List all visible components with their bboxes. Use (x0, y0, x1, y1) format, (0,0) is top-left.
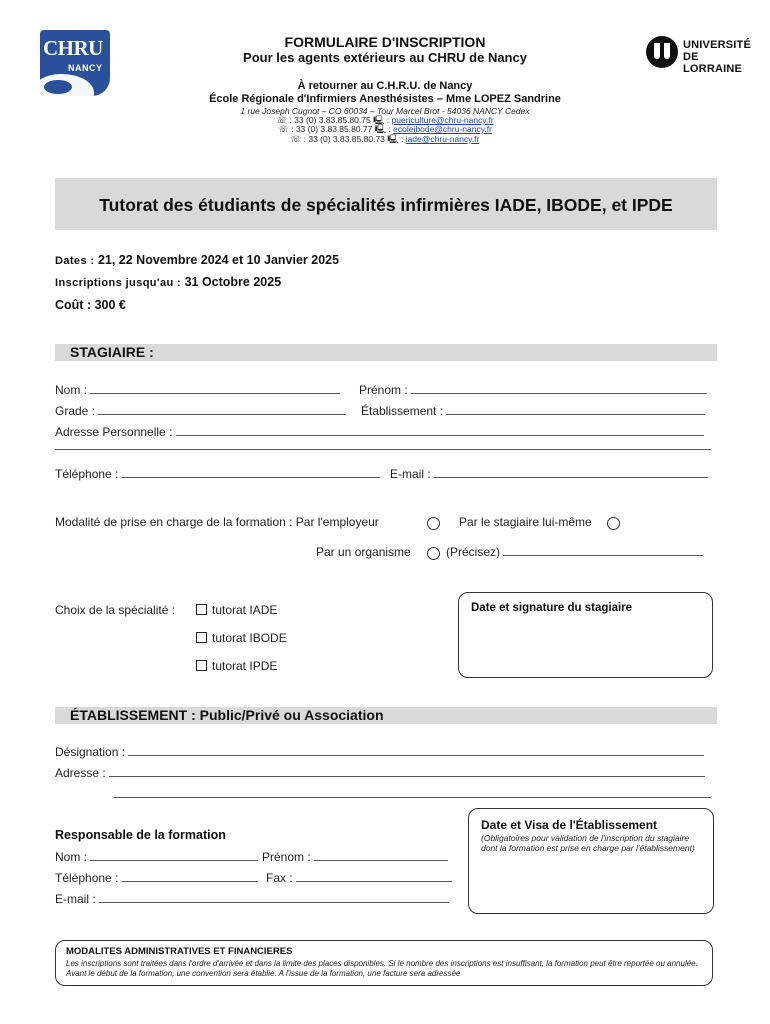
universite-lorraine-logo (646, 34, 756, 75)
resp-telephone-field[interactable] (55, 871, 258, 885)
adresse-input-line-2[interactable] (55, 449, 711, 450)
visa-etablissement-box[interactable] (468, 808, 714, 914)
return-to-text: À retourner au C.H.R.U. de Nancy (297, 80, 473, 92)
checkbox-icon[interactable] (196, 604, 207, 615)
resp-fax-input-line[interactable] (296, 871, 452, 882)
modalites-text: Les inscriptions sont traitées dans l'ordre d'arrivée et dans la limite des places disponibles. Si le nombre des inscriptions est insuffisant, la formation peut être reportée ou annulée. Avant le début de la formation, une convention sera établie. A l'issue de la formation, une facture sera adressée (66, 959, 698, 978)
modalite-label: Modalité de prise en charge de la formation : Par l'employeur (55, 515, 379, 529)
contact-phone: ☏ : 33 (0) 3.83.85.80.73 🖳 : (290, 134, 406, 144)
resp-email-input-line[interactable] (99, 892, 449, 903)
main-title-band (55, 178, 717, 230)
email-input-line[interactable] (434, 467, 708, 478)
visa-box-title: Date et Visa de l'Établissement (481, 818, 658, 832)
contact-email-link[interactable]: iade@chru-nancy.fr (405, 134, 480, 144)
email-field[interactable] (390, 467, 708, 481)
field-label: Grade : (55, 404, 96, 418)
section-title: ÉTABLISSEMENT : Public/Privé ou Association (70, 707, 384, 723)
modalites-title: MODALITES ADMINISTRATIVES ET FINANCIERES (66, 946, 293, 957)
ul-logo-line1: UNIVERSITÉ (683, 39, 752, 51)
radio-par-organisme[interactable] (427, 547, 440, 560)
telephone-field[interactable] (55, 467, 380, 481)
radio-par-stagiaire[interactable] (607, 517, 620, 530)
field-label: E-mail : (390, 467, 431, 481)
par-stagiaire-line (459, 515, 592, 529)
contact-email-link[interactable]: puericulture@chru-nancy.fr (391, 115, 494, 125)
field-label: Prénom : (262, 850, 311, 864)
par-organisme-label: Par un organisme (316, 545, 411, 559)
contact-email-link[interactable]: ecoleibode@chru-nancy.fr (393, 124, 492, 134)
etablissement-input-line[interactable] (446, 404, 705, 415)
option-iade[interactable] (196, 603, 277, 617)
radio-par-employeur[interactable] (427, 517, 440, 530)
grade-field[interactable] (55, 404, 346, 418)
dates-label: Dates : (55, 255, 98, 267)
adresse-etab-field[interactable] (55, 766, 705, 780)
choix-specialite-label: Choix de la spécialité : (55, 603, 176, 617)
school-name: École Régionale d'Infirmiers Anesthésistes – Mme LOPEZ Sandrine (209, 93, 561, 105)
designation-input-line[interactable] (128, 745, 704, 756)
section-title: STAGIAIRE : (70, 344, 154, 360)
chru-logo-text: CHRU (43, 36, 103, 60)
resp-email-field[interactable] (55, 892, 449, 906)
precisez-field[interactable] (446, 545, 703, 559)
inscriptions-value: 31 Octobre 2025 (184, 275, 282, 289)
option-label: tutorat IPDE (212, 659, 278, 673)
field-label: Désignation : (55, 745, 126, 759)
contact-phone: ☏ : 33 (0) 3.83.85.80.77 🖳 : (278, 124, 394, 134)
chru-logo-sub: NANCY (68, 63, 103, 73)
field-label: Nom : (55, 383, 88, 397)
checkbox-icon[interactable] (196, 632, 207, 643)
field-label: Adresse : (55, 766, 106, 780)
contact-line (150, 134, 620, 148)
option-ipde[interactable] (196, 659, 277, 673)
option-label: tutorat IADE (212, 603, 278, 617)
section-stagiaire (55, 344, 717, 361)
chru-logo (40, 30, 110, 96)
resp-nom-input-line[interactable] (90, 850, 258, 861)
dates-line (55, 253, 339, 267)
form-title: FORMULAIRE D'INSCRIPTION (284, 34, 486, 50)
school-address: 1 rue Joseph Cugnot – CO 60034 – Tour Marcel Brot - 54036 NANCY Cedex (240, 106, 530, 116)
logo-wave-shape (44, 80, 72, 94)
visa-box-note: (Obligatoires pour validation de l'inscription du stagiaire dont la formation est prise en charge par l'établissement) (481, 833, 695, 853)
field-label: Prénom : (359, 383, 408, 397)
checkbox-icon[interactable] (196, 660, 207, 671)
nom-field[interactable] (55, 383, 340, 397)
grade-input-line[interactable] (98, 404, 346, 415)
adresse-field[interactable] (55, 425, 704, 439)
precisez-input-line[interactable] (503, 545, 703, 556)
field-label: Nom : (55, 850, 88, 864)
inscriptions-label: Inscriptions jusqu'au : (55, 277, 185, 289)
main-title: Tutorat des étudiants de spécialités infirmières IADE, IBODE, et IPDE (99, 195, 673, 215)
responsable-heading: Responsable de la formation (55, 828, 226, 842)
contact-phone: ☏ : 33 (0) 3.83.85.80.75 🖳 : (276, 115, 392, 125)
option-label: tutorat IBODE (212, 631, 287, 645)
inscriptions-line (55, 275, 281, 289)
field-label: Téléphone : (55, 467, 119, 481)
signature-stagiaire-box[interactable] (458, 592, 713, 678)
dates-value: 21, 22 Novembre 2024 et 10 Janvier 2025 (97, 253, 340, 267)
adresse-etab-input-line[interactable] (109, 766, 705, 777)
resp-nom-field[interactable] (55, 850, 258, 864)
field-label: Fax : (266, 871, 293, 885)
ul-logo-line2: DE LORRAINE (683, 51, 743, 75)
section-etablissement (55, 707, 717, 724)
field-label: Adresse Personnelle : (55, 425, 173, 439)
field-label: Téléphone : (55, 871, 119, 885)
designation-field[interactable] (55, 745, 704, 759)
field-label: (Précisez) (446, 545, 501, 559)
adresse-input-line[interactable] (176, 425, 704, 436)
prenom-field[interactable] (359, 383, 707, 397)
resp-fax-field[interactable] (266, 871, 452, 885)
par-organisme-line (316, 545, 411, 559)
field-label: E-mail : (55, 892, 96, 906)
resp-telephone-input-line[interactable] (122, 871, 258, 882)
modalite-line (55, 515, 379, 529)
par-stagiaire-label: Par le stagiaire lui-même (459, 515, 592, 529)
form-subtitle: Pour les agents extérieurs au CHRU de Nancy (243, 50, 527, 65)
modalites-box (55, 940, 713, 986)
etablissement-field[interactable] (361, 404, 705, 418)
resp-prenom-field[interactable] (262, 850, 448, 864)
field-label: Établissement : (361, 404, 444, 418)
resp-prenom-input-line[interactable] (314, 850, 448, 861)
adresse-etab-input-line-2[interactable] (114, 797, 711, 798)
ul-logo-mark-icon (646, 36, 678, 68)
nom-input-line[interactable] (90, 383, 340, 394)
option-ibode[interactable] (196, 631, 287, 645)
telephone-input-line[interactable] (122, 467, 380, 478)
signature-box-title: Date et signature du stagiaire (471, 602, 633, 614)
prenom-input-line[interactable] (411, 383, 707, 394)
cout-line: Coût : 300 € (55, 298, 126, 312)
